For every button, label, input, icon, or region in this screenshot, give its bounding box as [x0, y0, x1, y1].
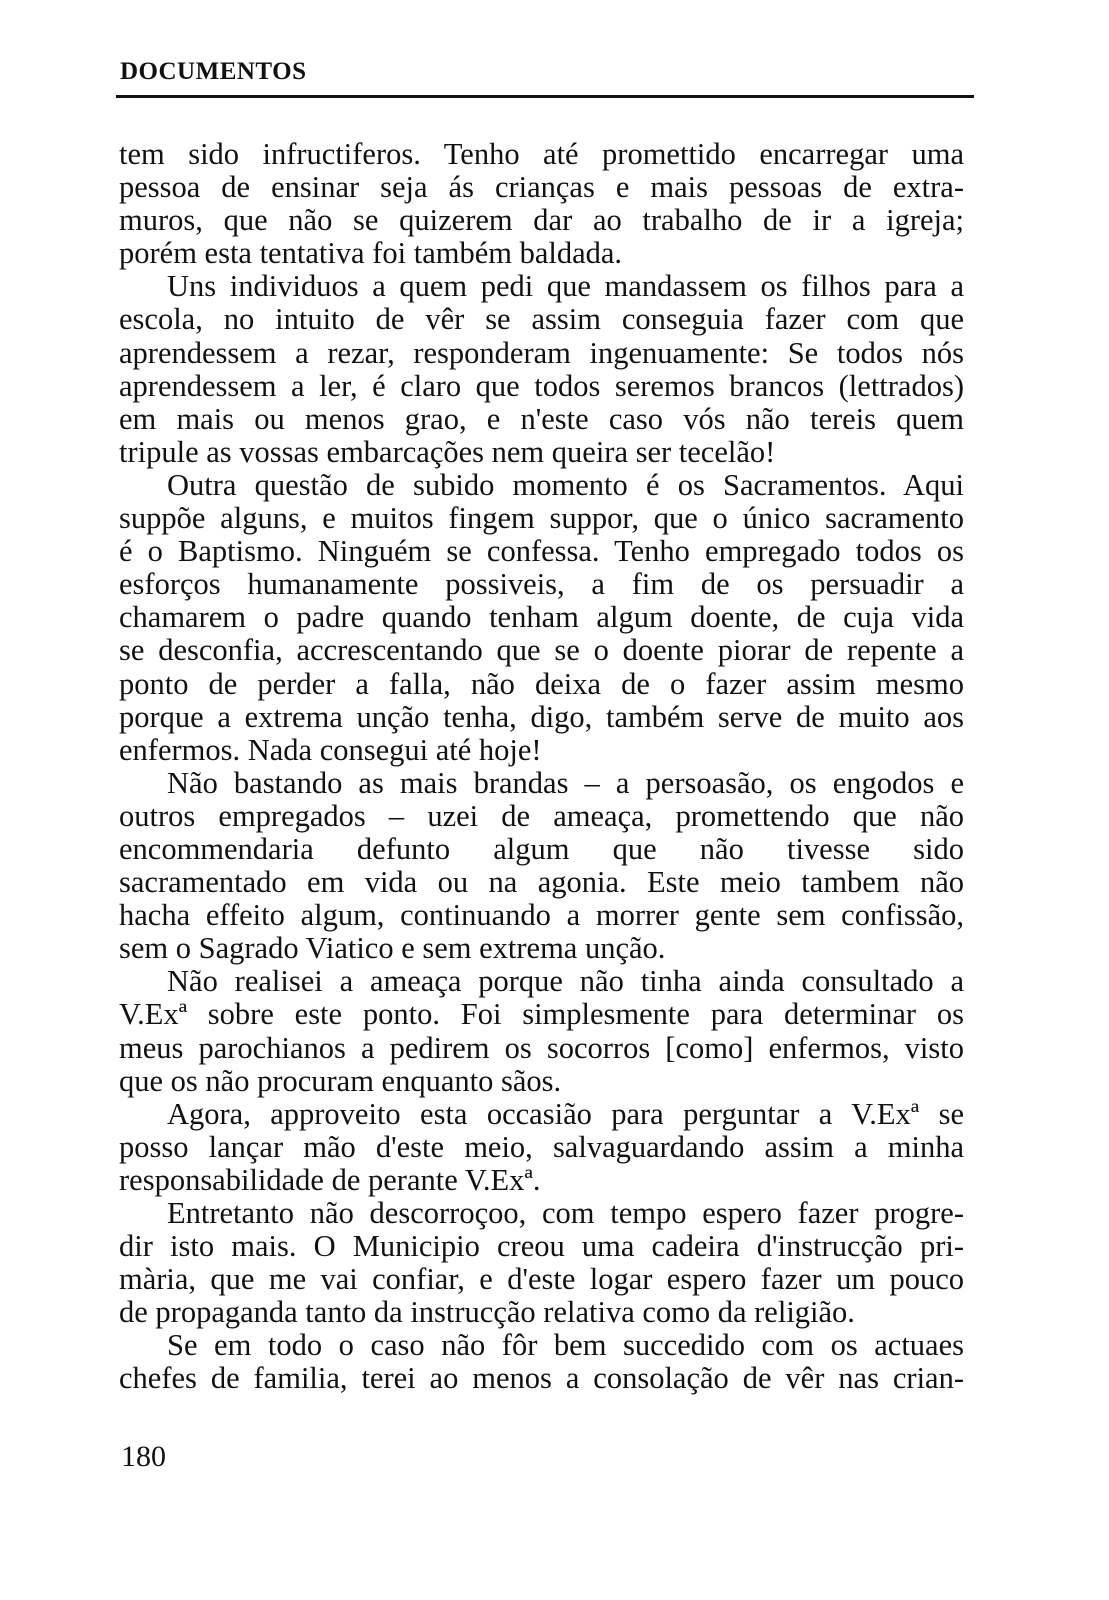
text-line: meus parochianos a pedirem os socorros [como] enfermos, visto	[119, 1030, 964, 1065]
text-line: de propaganda tanto da instrucção relativa como da religião.	[119, 1295, 855, 1330]
text-line: chamarem o padre quando tenham algum doente, de cuja vida	[119, 600, 964, 635]
text-line: escola, no intuito de vêr se assim conseguia fazer com que	[119, 302, 964, 337]
text-line: é o Baptismo. Ninguém se confessa. Tenho empregado todos os	[119, 534, 964, 569]
text-line: ponto de perder a falla, não deixa de o fazer assim mesmo	[119, 666, 964, 701]
text-line: porém esta tentativa foi também baldada.	[119, 236, 623, 271]
text-line: porque a extrema unção tenha, digo, também serve de muito aos	[119, 699, 964, 734]
text-line: hacha effeito algum, continuando a morrer gente sem confissão,	[119, 898, 964, 933]
text-line: pessoa de ensinar seja ás crianças e mais pessoas de extra-	[119, 170, 964, 205]
text-line: dir isto mais. O Municipio creou uma cadeira d'instrucção pri-	[119, 1229, 964, 1264]
text-line: suppõe alguns, e muitos fingem suppor, que o único sacramento	[119, 501, 964, 536]
text-line: responsabilidade de perante V.Exª.	[119, 1162, 541, 1197]
text-line: encommendaria defunto algum que não tivesse sido	[119, 831, 964, 866]
text-line: aprendessem a ler, é claro que todos seremos brancos (lettrados)	[119, 368, 964, 403]
text-line: Se em todo o caso não fôr bem succedido com os actuaes	[167, 1328, 964, 1363]
text-line: que os não procuram enquanto sãos.	[119, 1063, 562, 1098]
text-line: Entretanto não descorroçoo, com tempo espero fazer progre-	[167, 1196, 964, 1230]
text-line: sem o Sagrado Viatico e sem extrema unção.	[119, 931, 666, 966]
text-line: enfermos. Nada consegui até hoje!	[119, 732, 542, 767]
text-line: chefes de familia, terei ao menos a consolação de vêr nas crian-	[119, 1361, 964, 1396]
text-line: sacramentado em vida ou na agonia. Este meio tambem não	[119, 865, 964, 900]
running-header: DOCUMENTOS	[120, 58, 307, 85]
text-line: tem sido infructiferos. Tenho até promettido encarregar uma	[119, 137, 964, 171]
text-line: Outra questão de subido momento é os Sacramentos. Aqui	[167, 467, 964, 502]
text-line: Agora, approveito esta occasião para perguntar a V.Exª se	[167, 1096, 964, 1131]
page-number: 180	[121, 1440, 166, 1473]
body-text	[119, 138, 964, 1396]
text-line: V.Exª sobre este ponto. Foi simplesmente para determinar os	[119, 997, 964, 1032]
header-rule	[116, 95, 974, 98]
text-line: esforços humanamente possiveis, a fim de os persuadir a	[119, 567, 964, 602]
text-line: aprendessem a rezar, responderam ingenuamente: Se todos nós	[119, 335, 964, 370]
text-line: em mais ou menos grao, e n'este caso vós não tereis quem	[119, 401, 964, 436]
text-line: posso lançar mão d'este meio, salvaguardando assim a minha	[119, 1129, 964, 1164]
text-line: Não realisei a ameaça porque não tinha ainda consultado a	[167, 964, 964, 999]
text-line: tripule as vossas embarcações nem queira ser tecelão!	[119, 434, 776, 469]
text-line: Uns individuos a quem pedi que mandassem os filhos para a	[167, 269, 964, 304]
text-line: outros empregados – uzei de ameaça, promettendo que não	[119, 798, 964, 833]
text-line: Não bastando as mais brandas – a persoasão, os engodos e	[167, 765, 964, 800]
text-line: muros, que não se quizerem dar ao trabalho de ir a igreja;	[119, 203, 964, 238]
text-line: mària, que me vai confiar, e d'este logar espero fazer um pouco	[119, 1262, 964, 1297]
text-line: se desconfia, accrescentando que se o doente piorar de repente a	[119, 633, 964, 668]
